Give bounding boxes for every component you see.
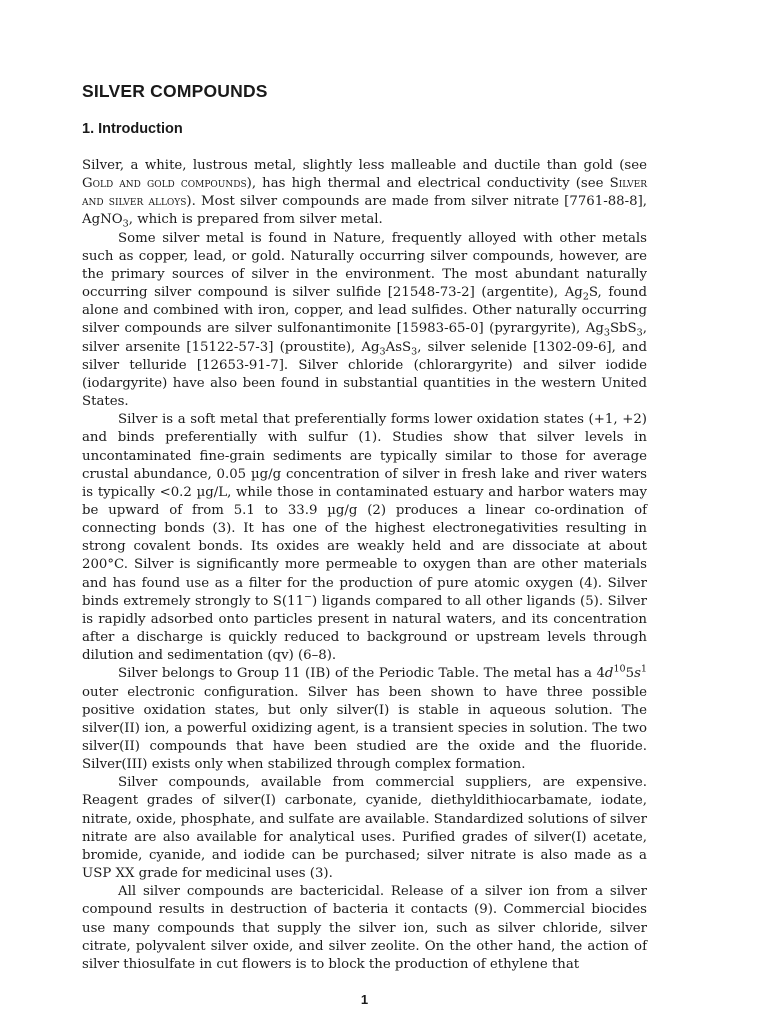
article-title: SILVER COMPOUNDS: [82, 81, 268, 101]
paragraph-5: Silver compounds, available from commercial suppliers, are expensive. Reagent grades of silver(I) carbonate, cyanide, diethyldithiocarbamate, iodate, nitrate, oxide, phosphate, and sulfate are available. Standardized solutions of silver nitrate are also available for analytical uses. Purified grades of silver(I) acetate, bromide, cyanide, and iodide can be purchased; silver nitrate is also made as a USP XX grade for medicinal uses (3).: [82, 775, 647, 882]
paragraph-1: Silver, a white, lustrous metal, slightly less malleable and ductile than gold (see Gold and gold compounds), has high thermal and electrical conductivity (see Silver and silver alloys). Most silver compounds are made from silver nitrate [7761-88-8], AgNO$_3$, which is prepared from silver metal.: [82, 158, 648, 231]
cross-reference-gold[interactable]: Gold and gold compounds: [82, 176, 247, 192]
paragraph-4: Silver belongs to Group 11 (IB) of the Periodic Table. The metal has a $4d^{10}5s^1$ outer electronic configuration. Silver has been shown to have three possible positive oxidation states, but only silver(I) is stable in aqueous solution. The silver(II) ion, a powerful oxidizing agent, is a transient species in solution. The two silver(II) compounds that have been studied are the oxide and the fluoride. Silver(III) exists only when stabilized through complex formation.: [82, 663, 647, 773]
paragraph-2: Some silver metal is found in Nature, frequently alloyed with other metals such as copper, lead, or gold. Naturally occurring silver compounds, however, are the primary sources of silver in the environment. The most abundant naturally occurring silver compound is silver sulfide [21548-73-2] (argentite), $Ag_2S$, found alone and combined with iron, copper, and lead sulfides. Other naturally occurring silver compounds are silver sulfonantimonite [15983-65-0] (pyrargyrite), $Ag_3SbS_3$, silver arsenite [15122-57-3] (proustite), $Ag_3AsS_3$, silver selenide [1302-09-6], and silver telluride [12653-91-7]. Silver chloride (chlorargyrite) and silver iodide (iodargyrite) have also been found in substantial quantities in the western United States.: [82, 230, 648, 410]
paragraph-6: All silver compounds are bactericidal. Release of a silver ion from a silver compound results in destruction of bacteria it contacts (9). Commercial biocides use many compounds that supply the silver ion, such as silver chloride, silver citrate, polyvalent silver oxide, and silver zeolite. On the other hand, the action of silver thiosulfate in cut flowers is to block the production of ethylene that: [82, 884, 647, 972]
cross-reference-silver-alloys[interactable]: Silver and silver alloys: [82, 176, 648, 210]
paragraph-3: Silver is a soft metal that preferentially forms lower oxidation states (+1, +2) and binds preferentially with sulfur (1). Studies show that silver levels in uncontaminated fine-grain sediments are typically similar to those for average crustal abundance, 0.05 µg/g concentration of silver in fresh lake and river waters is typically <0.2 µg/L, while those in contaminated estuary and harbor waters may be upward of from 5.1 to 33.9 µg/g (2) produces a linear co-ordination of connecting bonds (3). It has one of the highest electronegativities resulting in strong covalent bonds. Its oxides are weakly held and are dissociate at about 200°C. Silver is significantly more permeable to oxygen than are other materials and has found use as a filter for the production of pure atomic oxygen (4). Silver binds extremely strongly to S(11−) ligands compared to all other ligands (5). Silver is rapidly adsorbed onto particles present in natural waters, and its concentration after a discharge is quickly reduced to background or upstream levels through dilution and sedimentation (qv) (6–8).: [82, 412, 647, 664]
body-text: [82, 157, 647, 974]
section-heading: 1. Introduction: [82, 121, 183, 137]
page-number: 1: [360, 992, 369, 1007]
